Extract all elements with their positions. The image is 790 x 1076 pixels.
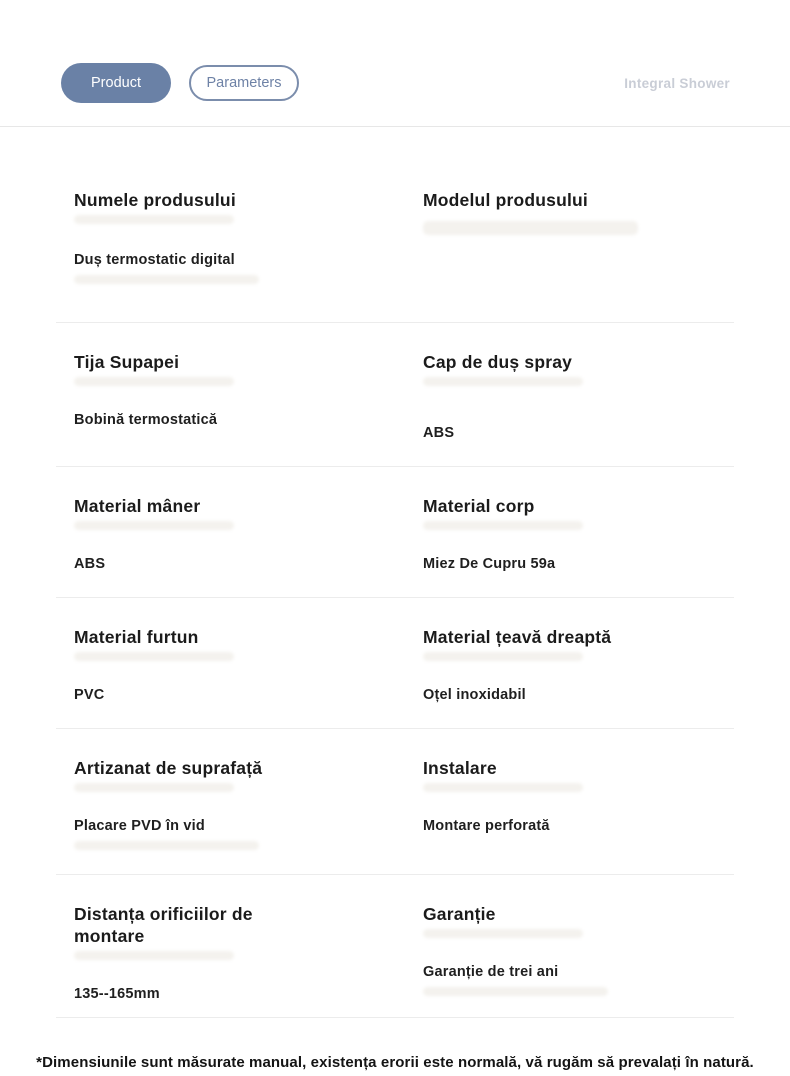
ghost-artifact [423, 652, 583, 661]
param-cell-body-material [395, 495, 734, 573]
param-value: 135--165mm [74, 986, 160, 1002]
param-cell-pipe-material [395, 626, 734, 704]
param-value: Bobină termostatică [74, 412, 218, 428]
ghost-artifact [423, 221, 638, 235]
param-row [56, 467, 734, 598]
param-label: Modelul produsului [423, 190, 588, 210]
disclaimer-footnote: *Dimensiunile sunt măsurate manual, existența erorii este normală, vă rugăm să prevalați în natură. [36, 1054, 754, 1071]
param-label: Material țeavă dreaptă [423, 627, 612, 647]
param-label: Cap de duș spray [423, 352, 573, 372]
param-cell-installation [395, 757, 734, 850]
param-value: Miez De Cupru 59a [423, 556, 556, 572]
param-row [56, 875, 734, 1018]
param-row [56, 127, 734, 323]
param-cell-product-model [395, 189, 734, 284]
ghost-artifact [74, 377, 234, 386]
ghost-artifact [74, 951, 234, 960]
param-value: Garanție de trei ani [423, 964, 559, 980]
param-label: Tija Supapei [74, 352, 180, 372]
ghost-artifact [74, 841, 259, 850]
param-row [56, 323, 734, 467]
param-label: Material corp [423, 496, 535, 516]
parameters-table [0, 127, 790, 1018]
param-cell-product-name [56, 189, 395, 284]
param-cell-hose-material [56, 626, 395, 704]
ghost-artifact [74, 215, 234, 224]
param-cell-surface-craft [56, 757, 395, 850]
param-cell-shower-head [395, 351, 734, 442]
param-value: Duș termostatic digital [74, 252, 235, 268]
param-label: Garanție [423, 904, 496, 924]
param-label: Numele produsului [74, 190, 236, 210]
param-label: Artizanat de suprafață [74, 758, 263, 778]
param-label: Material furtun [74, 627, 199, 647]
param-row [56, 598, 734, 729]
param-cell-valve-stem [56, 351, 395, 442]
param-cell-warranty [395, 903, 734, 1003]
param-cell-handle-material [56, 495, 395, 573]
param-label: Instalare [423, 758, 497, 778]
ghost-artifact [74, 521, 234, 530]
tab-product[interactable]: Product [61, 63, 171, 103]
tab-parameters[interactable]: Parameters [189, 65, 299, 101]
ghost-artifact [423, 783, 583, 792]
param-label: Material mâner [74, 496, 201, 516]
param-value: ABS [74, 556, 106, 572]
param-cell-hole-distance [56, 903, 395, 1003]
param-value: Montare perforată [423, 818, 550, 834]
ghost-artifact [74, 783, 234, 792]
brand-watermark: Integral Shower [624, 75, 730, 91]
param-value: PVC [74, 687, 105, 703]
ghost-artifact [74, 652, 234, 661]
param-label: Distanța orificiilor de montare [74, 904, 253, 946]
ghost-artifact [423, 521, 583, 530]
param-value: Oțel inoxidabil [423, 687, 526, 703]
ghost-artifact [423, 377, 583, 386]
ghost-artifact [423, 987, 608, 996]
ghost-artifact [423, 929, 583, 938]
ghost-artifact [74, 275, 259, 284]
param-value: Placare PVD în vid [74, 818, 205, 834]
param-row [56, 729, 734, 875]
tab-bar [0, 0, 790, 127]
param-value: ABS [423, 425, 455, 441]
